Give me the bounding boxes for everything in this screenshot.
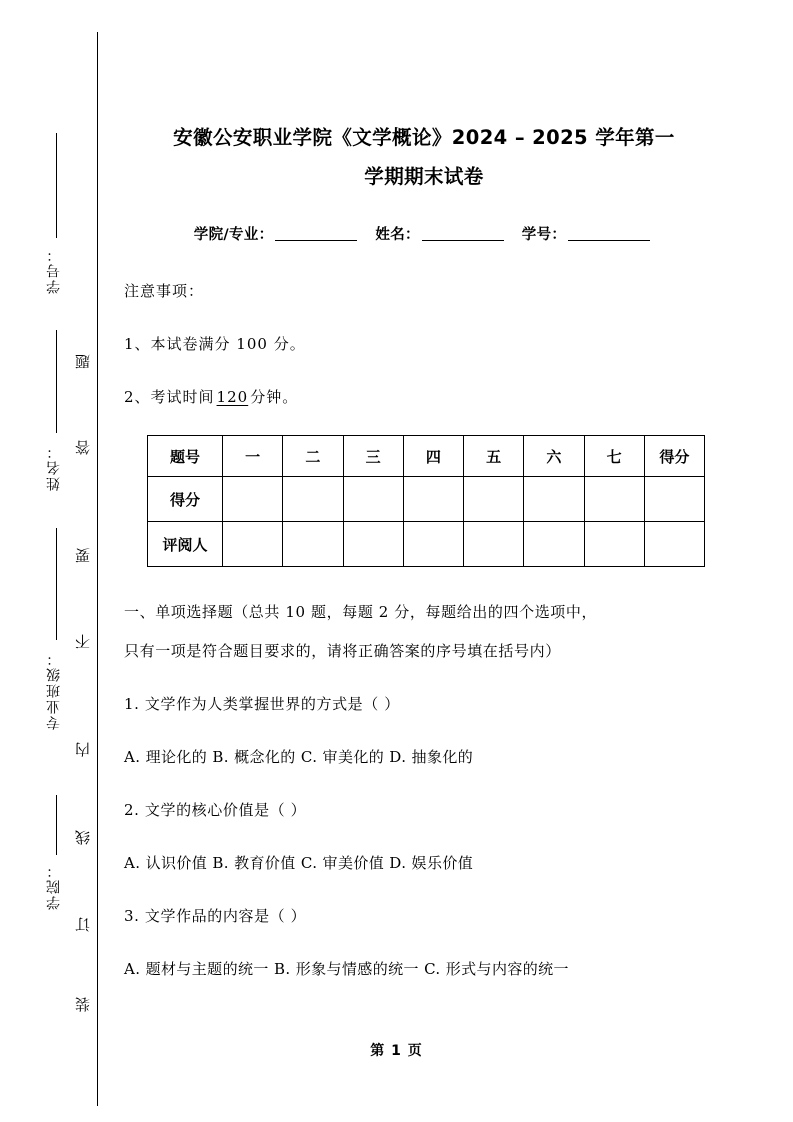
score-cell-r1-c5[interactable]	[524, 522, 584, 567]
score-cell-r0-c6[interactable]	[584, 477, 644, 522]
score-table-header-5: 五	[464, 436, 524, 477]
question-3-options[interactable]: A. 题材与主题的统一 B. 形象与情感的统一 C. 形式与内容的统一	[124, 960, 569, 978]
question-3-stem: 3. 文学作品的内容是（ ）	[124, 907, 307, 925]
student-id-blank[interactable]	[568, 226, 650, 241]
score-cell-r1-c0[interactable]	[223, 522, 283, 567]
score-cell-r0-c2[interactable]	[343, 477, 403, 522]
notice-duration-suffix: 分钟。	[250, 388, 299, 406]
page-title	[124, 0, 724, 196]
table-row	[148, 522, 705, 567]
binding-seal-char-yao: 要	[74, 546, 92, 563]
binding-outer-rule-segment-1	[56, 133, 57, 238]
page-title-line-1: 安徽公安职业学院《文学概论》2024 – 2025 学年第一	[173, 126, 675, 149]
score-cell-r0-c5[interactable]	[524, 477, 584, 522]
score-table-header-0: 题号	[148, 436, 223, 477]
score-table-header-3: 三	[343, 436, 403, 477]
binding-seal-char-ding: 订	[74, 915, 92, 932]
table-row-header	[148, 436, 705, 477]
binding-seal-char-nei: 内	[74, 740, 92, 757]
section-one-heading-line-1: 一、单项选择题（总共 10 题，每题 2 分，每题给出的四个选项中，	[124, 603, 598, 621]
score-cell-r0-c3[interactable]	[403, 477, 463, 522]
score-cell-r1-c7[interactable]	[644, 522, 704, 567]
score-row-label-grader: 评阅人	[148, 522, 223, 567]
score-cell-r1-c4[interactable]	[464, 522, 524, 567]
college-major-label: 学院/专业：	[193, 227, 274, 243]
page-footer	[0, 1040, 793, 1060]
student-id-label: 学号：	[521, 227, 567, 243]
name-blank[interactable]	[422, 226, 504, 241]
binding-label-class: 专业班级：	[46, 650, 62, 730]
binding-seal-char-da: 答	[74, 438, 92, 455]
binding-seal-char-zhuang: 装	[74, 995, 92, 1012]
table-row	[148, 477, 705, 522]
score-cell-r1-c6[interactable]	[584, 522, 644, 567]
binding-margin	[0, 0, 110, 1122]
binding-seal-char-ti: 题	[74, 352, 92, 369]
score-cell-r0-c4[interactable]	[464, 477, 524, 522]
section-one-heading	[124, 593, 724, 671]
score-cell-r1-c3[interactable]	[403, 522, 463, 567]
binding-seal-char-xian: 线	[74, 828, 92, 845]
binding-outer-rule-segment-3	[56, 528, 57, 640]
page-number: 第 1 页	[370, 1043, 423, 1059]
score-cell-r0-c0[interactable]	[223, 477, 283, 522]
score-table-header-4: 四	[403, 436, 463, 477]
exam-content	[124, 0, 724, 1122]
score-table	[147, 435, 705, 567]
score-table-header-8: 得分	[644, 436, 704, 477]
student-identification-line	[124, 223, 724, 244]
binding-inner-rule	[97, 32, 98, 1106]
page-title-line-2: 学期期末试卷	[364, 165, 484, 188]
binding-seal-char-bu: 不	[74, 632, 92, 649]
score-cell-r0-c1[interactable]	[283, 477, 343, 522]
notice-duration-prefix: 2、考试时间	[124, 388, 215, 406]
binding-label-student-id: 学号：	[46, 246, 62, 294]
notice-item-duration	[124, 386, 724, 407]
binding-outer-rule-segment-2	[56, 330, 57, 433]
score-table-header-2: 二	[283, 436, 343, 477]
score-row-label-score: 得分	[148, 477, 223, 522]
score-cell-r1-c2[interactable]	[343, 522, 403, 567]
score-table-header-6: 六	[524, 436, 584, 477]
score-cell-r0-c7[interactable]	[644, 477, 704, 522]
college-major-blank[interactable]	[275, 226, 357, 241]
section-one-heading-line-2: 只有一项是符合题目要求的，请将正确答案的序号填在括号内）	[124, 642, 561, 660]
question-1-options[interactable]: A. 理论化的 B. 概念化的 C. 审美化的 D. 抽象化的	[124, 748, 474, 766]
notice-duration-value: 120	[216, 388, 249, 406]
score-table-header-7: 七	[584, 436, 644, 477]
question-2-stem: 2. 文学的核心价值是（ ）	[124, 801, 307, 819]
binding-label-college: 学院：	[46, 862, 62, 910]
question-1-stem: 1. 文学作为人类掌握世界的方式是（ ）	[124, 695, 400, 713]
score-table-header-1: 一	[223, 436, 283, 477]
binding-label-name: 姓名：	[46, 443, 62, 491]
name-label: 姓名：	[375, 227, 420, 243]
notice-item-total-score: 1、本试卷满分 100 分。	[124, 335, 306, 353]
notice-heading: 注意事项：	[124, 282, 205, 300]
score-cell-r1-c1[interactable]	[283, 522, 343, 567]
binding-outer-rule-segment-4	[56, 795, 57, 855]
question-2-options[interactable]: A. 认识价值 B. 教育价值 C. 审美价值 D. 娱乐价值	[124, 854, 474, 872]
